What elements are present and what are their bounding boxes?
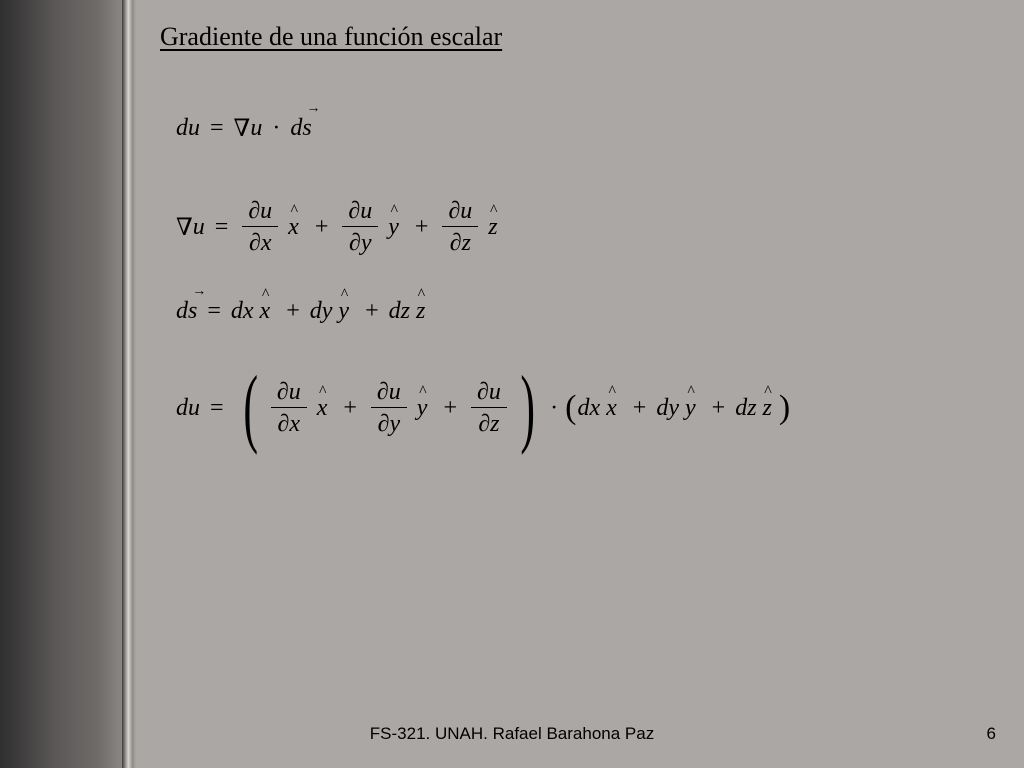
- unit-vector-x: ^ x: [260, 298, 271, 325]
- fraction-du-dx: $\frac{\partial u}{\partial x}$: [271, 377, 307, 440]
- left-parenthesis-small: (: [565, 389, 577, 426]
- left-bar-highlight: [122, 0, 136, 768]
- unit-vector-z: ^ z: [488, 214, 497, 241]
- unit-vector-y: ^ y: [388, 214, 399, 241]
- fraction-du-dy: $\frac{\partial u}{\partial y}$: [342, 196, 378, 259]
- right-parenthesis: ): [520, 359, 535, 456]
- equation-total-differential: du = ∇ u · d → s: [176, 114, 312, 143]
- unit-vector-z: ^ z: [416, 298, 425, 325]
- unit-vector-x: ^ x: [317, 395, 328, 422]
- unit-vector-y: ^ y: [417, 395, 428, 422]
- right-parenthesis-small: ): [778, 389, 791, 426]
- page-number: 6: [986, 724, 996, 743]
- slide-footer: FS-321. UNAH. Rafael Barahona Paz: [369, 724, 655, 743]
- unit-vector-y: ^ y: [685, 395, 696, 422]
- fraction-du-dz: $\frac{\partial u}{\partial z}$: [442, 196, 478, 259]
- fraction-du-dz: $\frac{\partial u}{\partial z}$: [471, 377, 507, 440]
- unit-vector-x: ^ x: [288, 214, 299, 241]
- equation-gradient: ∇ u = $\frac{\partial u}{\partial x}$ ^ x + $\frac{\partial u}{\partial y}$ ^ y + $\frac{\partial u}{\partial z}$ ^ z: [176, 196, 504, 259]
- fraction-du-dy: $\frac{\partial u}{\partial y}$: [371, 377, 407, 440]
- unit-vector-y: ^ y: [338, 298, 349, 325]
- slide-title: Gradiente de una función escalar: [160, 22, 503, 51]
- vector-arrow-s: → s: [302, 115, 311, 142]
- vector-arrow-s: → s: [188, 298, 197, 325]
- left-decorative-bar: [0, 0, 122, 768]
- fraction-du-dx: $\frac{\partial u}{\partial x}$: [242, 196, 278, 259]
- unit-vector-x: ^ x: [606, 395, 617, 422]
- left-parenthesis: (: [242, 359, 258, 456]
- equation-displacement: d → s = dx ^ x + dy ^ y + dz ^ z: [176, 298, 431, 325]
- equation-expanded-du: du = ( $\frac{\partial u}{\partial x}$ ^ x + $\frac{\partial u}{\partial y}$ ^ y + $\frac{\partial u}{\partial z}$ ) · ( dx ^ x + dy ^ y + dz ^ z ): [176, 364, 791, 452]
- unit-vector-z: ^ z: [763, 395, 772, 422]
